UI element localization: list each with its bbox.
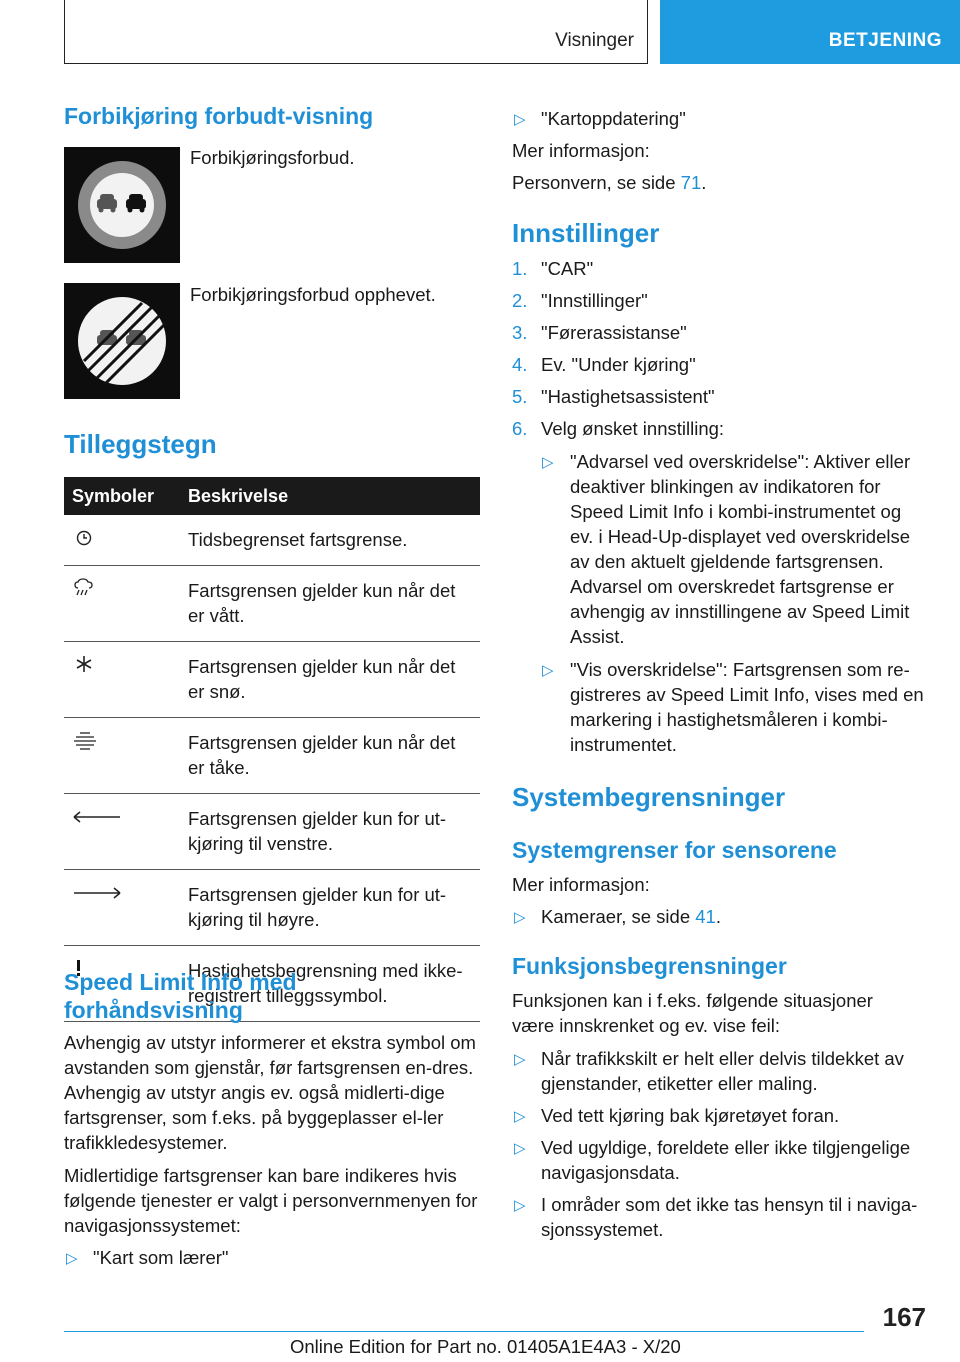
heading-function-limits: Funksjonsbegrensninger (512, 953, 787, 979)
list-item: "Kartoppdatering" (541, 108, 686, 129)
sign1-caption: Forbikjøringsforbud. (190, 147, 355, 168)
footer-edition: Online Edition for Part no. 01405A1E4A3 - X/20 (290, 1336, 681, 1357)
function-paragraph: Funksjonen kan i f.eks. følgende situasjoner være innskrenket og ev. vise feil: (512, 990, 873, 1036)
speed-limit-paragraph-1: Avhengig av utstyr informerer et ekstra symbol om avstanden som gjenstår, før fartsgrensen en-dres. Avhengig av utstyr angis ev. også midlerti-dige fartsgrenser, som f.eks. på byggeplasser el-ler trafikkledesystemer. (64, 1032, 476, 1153)
more-info-label: Mer informasjon: (512, 140, 650, 161)
rain-cloud-icon (72, 581, 96, 602)
step-number: 1. (512, 258, 528, 279)
heading-additional-signs: Tilleggstegn (64, 429, 217, 459)
table-row (64, 515, 480, 566)
privacy-page-link[interactable]: 71 (680, 172, 702, 193)
step-number: 5. (512, 386, 528, 407)
step-number: 3. (512, 322, 528, 343)
heading-system-limits: Systembegrensninger (512, 782, 786, 812)
camera-reference (541, 904, 721, 929)
bullet-triangle-icon: ▷ (514, 1140, 526, 1157)
sub-list-item: "Vis overskridelse": Fartsgrensen som re-gistreres av Speed Limit Info, vises med en markering i hastighetsmåleren i kombi-instrumentet. (570, 659, 924, 755)
table-row (64, 870, 480, 946)
table-row (64, 642, 480, 718)
list-item: I områder som det ikke tas hensyn til i naviga-sjonssystemet. (541, 1194, 918, 1240)
table-row (64, 794, 480, 870)
bullet-triangle-icon: ▷ (514, 1051, 526, 1068)
clock-icon (72, 529, 96, 550)
step-text: "CAR" (541, 258, 594, 279)
chapter-title: BETJENING (828, 30, 942, 51)
page-number: 167 (882, 1302, 926, 1332)
step-text: Ev. "Under kjøring" (541, 354, 696, 375)
more-info-label-2: Mer informasjon: (512, 874, 650, 895)
arrow-left-icon (72, 808, 122, 829)
speed-limit-paragraph-2: Midlertidige fartsgrenser kan bare indikeres hvis følgende tjenester er valgt i personvernmenyen for navigasjonssystemet: (64, 1165, 478, 1236)
table-cell-description: Fartsgrensen gjelder kun når det er vått. (188, 566, 480, 642)
table-row (64, 718, 480, 794)
step-number: 4. (512, 354, 528, 375)
table-cell-description: Fartsgrensen gjelder kun for ut-kjøring til venstre. (188, 794, 480, 870)
list-item: Ved ugyldige, foreldete eller ikke tilgjengelige navigasjonsdata. (541, 1137, 911, 1183)
list-item: Når trafikkskilt er helt eller delvis tildekket av gjenstander, etiketter eller maling. (541, 1048, 904, 1094)
heading-no-overtaking: Forbikjøring forbudt-visning (64, 103, 374, 129)
no-overtaking-sign-icon (64, 147, 180, 263)
step-text: Velg ønsket innstilling: (541, 418, 725, 439)
step-number: 6. (512, 418, 528, 439)
table-header-symbols: Symboler (64, 477, 188, 515)
list-item: Ved tett kjøring bak kjøretøyet foran. (541, 1105, 840, 1126)
footer-divider (64, 1331, 864, 1332)
bullet-triangle-icon: ▷ (514, 111, 526, 128)
heading-sensor-limits: Systemgrenser for sensorene (512, 837, 837, 863)
privacy-text: Personvern, se side (512, 172, 681, 193)
fog-icon (72, 733, 98, 754)
heading-speed-limit-info: Speed Limit Info med forhåndsvisning (64, 969, 297, 1023)
heading-settings: Innstillinger (512, 218, 660, 248)
snowflake-icon (72, 657, 96, 678)
step-text: "Førerassistanse" (541, 322, 687, 343)
end-no-overtaking-sign-icon (64, 283, 180, 399)
step-text: "Innstillinger" (541, 290, 648, 311)
step-number: 2. (512, 290, 528, 311)
bullet-triangle-icon: ▷ (514, 1197, 526, 1214)
table-cell-description: Fartsgrensen gjelder kun når det er tåke. (188, 718, 480, 794)
camera-text: Kameraer, se side (541, 906, 696, 927)
table-cell-description: Hastighetsbegrensning med ikke-registrert tilleggssymbol. (188, 946, 480, 1022)
additional-signs-table (64, 477, 480, 1022)
table-cell-description: Tidsbegrenset fartsgrense. (188, 515, 480, 566)
sub-list-item: "Advarsel ved overskridelse": Aktiver eller deaktiver blinkingen av indikatoren for Speed Limit Info i kombi-instrumentet og ev. i Head-Up-displayet ved overskridelse av den aktuelt gjeldende fartsgrensen. Advarsel om overskredet fartsgrense er avhengig av innstillingene av Speed Limit Assist. (570, 451, 911, 647)
privacy-reference (512, 170, 706, 195)
camera-page-link[interactable]: 41 (695, 906, 716, 927)
bullet-triangle-icon: ▷ (514, 909, 526, 926)
list-item: "Kart som lærer" (93, 1247, 229, 1268)
table-cell-description: Fartsgrensen gjelder kun for ut-kjøring til høyre. (188, 870, 480, 946)
table-row (64, 566, 480, 642)
sign2-caption: Forbikjøringsforbud opphevet. (190, 284, 436, 305)
section-title: Visninger (555, 30, 634, 51)
step-text: "Hastighetsassistent" (541, 386, 715, 407)
table-header-description: Beskrivelse (188, 477, 480, 515)
bullet-triangle-icon: ▷ (514, 1108, 526, 1125)
period: . (715, 906, 721, 927)
bullet-triangle-icon: ▷ (66, 1250, 78, 1267)
bullet-triangle-icon: ▷ (542, 662, 554, 679)
arrow-right-icon (72, 884, 122, 905)
period: . (701, 172, 707, 193)
table-cell-description: Fartsgrensen gjelder kun når det er snø. (188, 642, 480, 718)
bullet-triangle-icon: ▷ (542, 454, 554, 471)
